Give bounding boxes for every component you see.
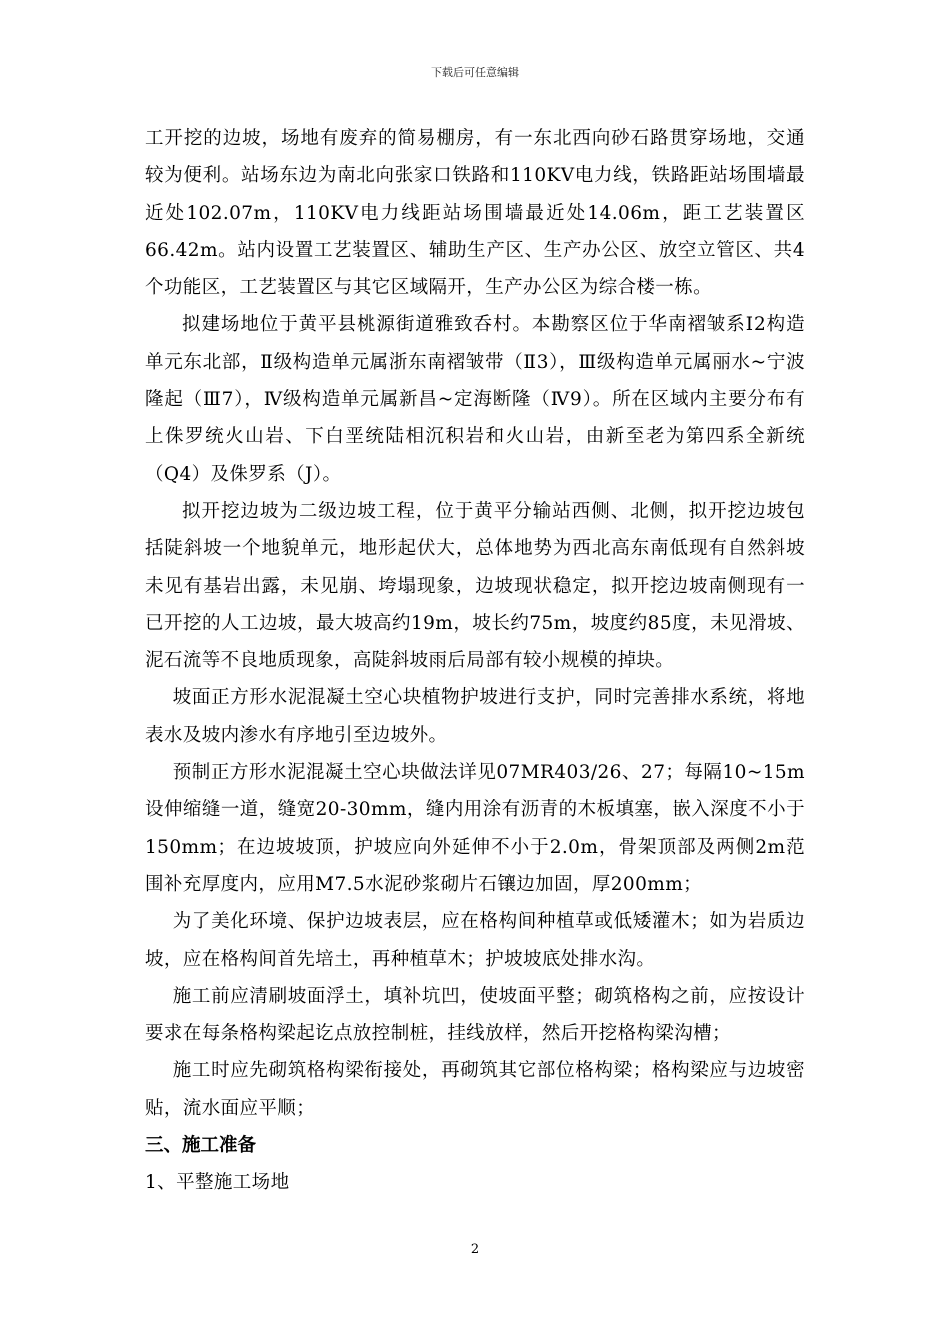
paragraph-construction: 施工时应先砌筑格构梁衔接处，再砌筑其它部位格构梁；格构梁应与边坡密贴，流水面应平顺； [145,1060,805,1119]
section-heading: 三、施工准备 [145,1135,257,1157]
paragraph-precast-blocks: 预制正方形水泥混凝土空心块做法详见07MR403/26、27；每隔10~15m设伸缩缝一道，缝宽20-30mm，缝内用涂有沥青的木板填塞，嵌入深度不小于150mm；在边坡坡顶，护坡应向外延伸不小于2.0m，骨架顶部及两侧2m范围补充厚度内，应用M7.5水泥砂浆砌片石镶边加固，厚200mm； [145,762,805,895]
paragraph-slope-engineering: 拟开挖边坡为二级边坡工程，位于黄平分输站西侧、北侧，拟开挖边坡包括陡斜坡一个地貌单元，地形起伏大，总体地势为西北高东南低现有自然斜坡未见有基岩出露，未见崩、垮塌现象，边坡现状稳定，拟开挖边坡南侧现有一已开挖的人工边坡，最大坡高约19m，坡长约75m，坡度约85度，未见滑坡、泥石流等不良地质现象，高陡斜坡雨后局部有较小规模的掉块。 [145,500,805,672]
document-body [145,120,805,1202]
paragraph-slope-protection: 坡面正方形水泥混凝土空心块植物护坡进行支护，同时完善排水系统，将地表水及坡内渗水有序地引至边坡外。 [145,687,805,746]
paragraph-site-description: 工开挖的边坡，场地有废弃的简易棚房，有一东北西向砂石路贯穿场地，交通较为便利。站场东边为南北向张家口铁路和110KV电力线，铁路距站场围墙最近处102.07m，110KV电力线距站场围墙最近处14.06m，距工艺装置区66.42m。站内设置工艺装置区、辅助生产区、生产办公区、放空立管区、共4个功能区，工艺装置区与其它区域隔开，生产办公区为综合楼一栋。 [145,128,805,299]
paragraph-planting: 为了美化环境、保护边坡表层，应在格构间种植草或低矮灌木；如为岩质边坡，应在格构间首先培土，再种植草木；护坡坡底处排水沟。 [145,911,805,970]
paragraph-geology: 拟建场地位于黄平县桃源街道雅致呑村。本勘察区位于华南褶皱系Ⅰ2构造单元东北部，Ⅱ级构造单元属浙东南褶皱带（Ⅱ3），Ⅲ级构造单元属丽水~宁波隆起（Ⅲ7），Ⅳ级构造单元属新昌~定海断隆（Ⅳ9）。所在区域内主要分布有上侏罗统火山岩、下白垩统陆相沉积岩和火山岩，由新至老为第四系全新统（Q4）及侏罗系（J）。 [145,314,805,485]
paragraph-pre-construction: 施工前应清刷坡面浮土，填补坑凹，使坡面平整；砌筑格构之前，应按设计要求在每条格构梁起讫点放控制桩，挂线放样，然后开挖格构梁沟槽； [145,985,805,1045]
page-number: 2 [470,1242,480,1257]
sub-heading: 1、平整施工场地 [145,1172,290,1194]
page-header: 下载后可任意编辑 [431,66,519,79]
